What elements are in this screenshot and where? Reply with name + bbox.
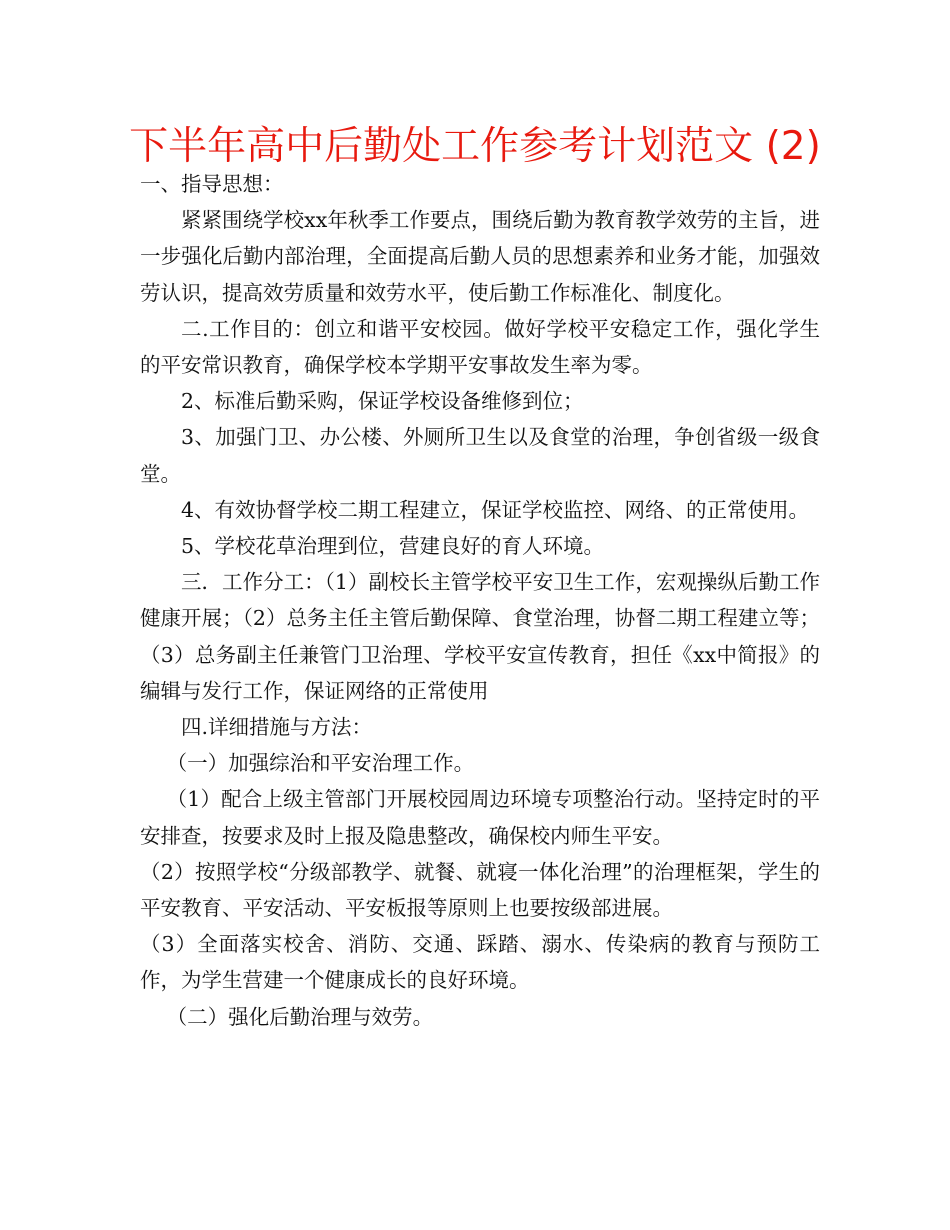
document-title: 下半年高中后勤处工作参考计划范文 (2) [129, 124, 821, 169]
subsection-heading: （二）强化后勤治理与效劳。 [166, 1004, 434, 1029]
paragraph: （2）按照学校“分级部教学、就餐、就寝一体化治理”的治理框架，学生的平安教育、平安活动、平安板报等原则上也要按级部进展。 [140, 859, 820, 921]
paragraph: （3）全面落实校舍、消防、交通、踩踏、溺水、传染病的教育与预防工作，为学生营建一个健康成长的良好环境。 [140, 932, 820, 993]
paragraph: 3、加强门卫、办公楼、外厕所卫生以及食堂的治理，争创省级一级食堂。 [140, 425, 820, 486]
paragraph: 紧紧围绕学校xx年秋季工作要点，围绕后勤为教育教学效劳的主旨，进一步强化后勤内部治理，全面提高后勤人员的思想素养和业务才能，加强效劳认识，提高效劳质量和效劳水平，使后勤工作标准化、制度化。 [140, 208, 820, 305]
paragraph: 三．工作分工：（1）副校长主管学校平安卫生工作，宏观操纵后勤工作健康开展；（2）总务主任主管后勤保障、食堂治理，协督二期工程建立等；（3）总务副主任兼管门卫治理、学校平安宣传教育，担任《xx中简报》的编辑与发行工作，保证网络的正常使用 [140, 570, 820, 703]
section-heading-guiding-thought: 一、指导思想： [140, 172, 284, 196]
paragraph: （1）配合上级主管部门开展校园周边环境专项整治行动。坚持定时的平安排查，按要求及时上报及隐患整改，确保校内师生平安。 [140, 787, 820, 848]
document-body [140, 166, 820, 1035]
paragraph: 二.工作目的：创立和谐平安校园。做好学校平安稳定工作，强化学生的平安常识教育，确保学校本学期平安事故发生率为零。 [140, 316, 820, 378]
paragraph: 5、学校花草治理到位，营建良好的育人环境。 [181, 534, 605, 559]
paragraph: 4、有效协督学校二期工程建立，保证学校监控、网络、的正常使用。 [181, 497, 810, 522]
paragraph: 2、标准后勤采购，保证学校设备维修到位； [181, 389, 584, 414]
section-heading-measures: 四.详细措施与方法： [181, 715, 373, 740]
subsection-heading: （一）加强综治和平安治理工作。 [166, 751, 475, 776]
